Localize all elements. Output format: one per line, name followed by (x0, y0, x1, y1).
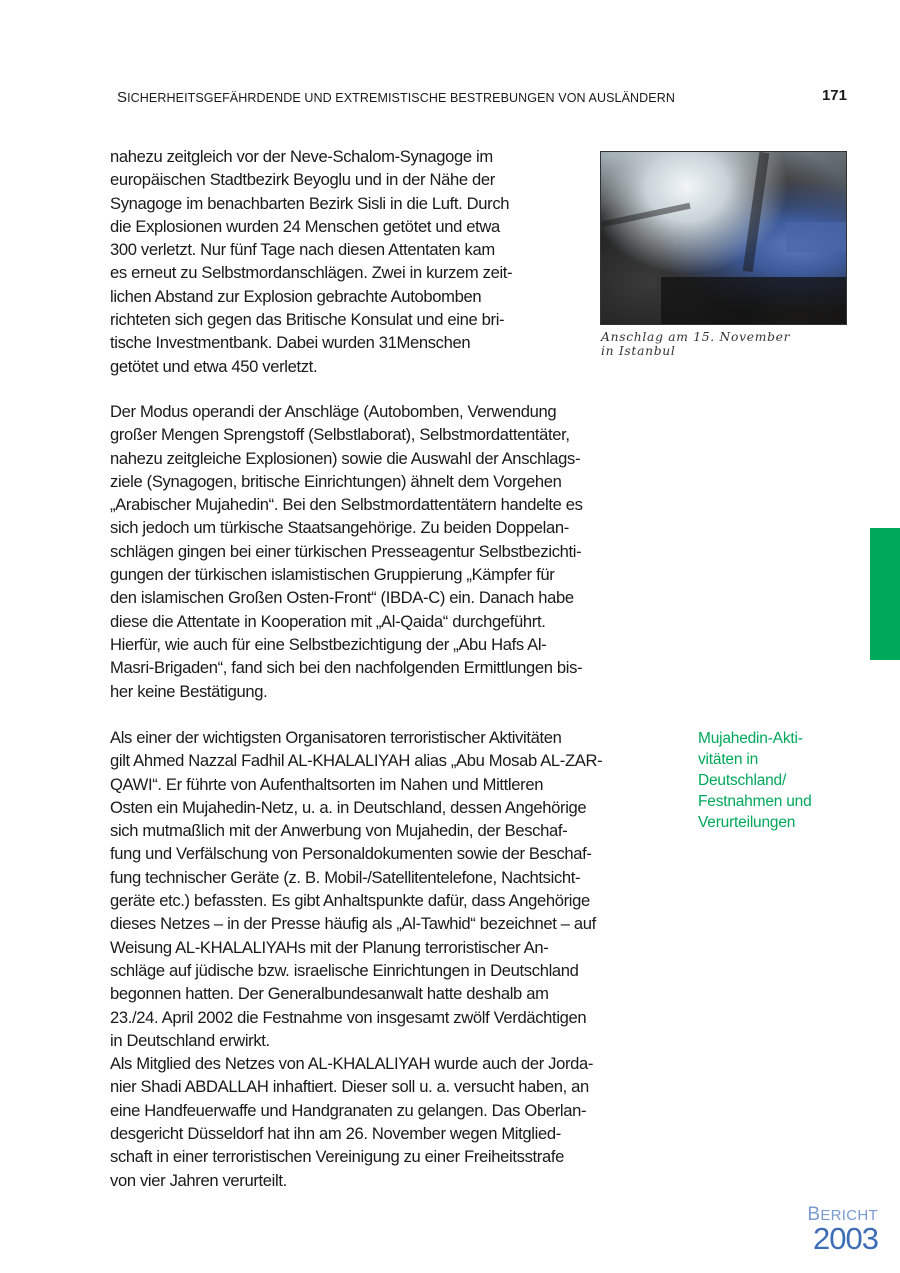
text-line: „Arabischer Mujahedin“. Bei den Selbstmordattentätern handelte es (110, 495, 583, 515)
text-line: sich jedoch um türkische Staatsangehörige. Zu beiden Doppelan- (110, 518, 569, 538)
report-logo (807, 1204, 878, 1256)
text-line: Osten ein Mujahedin-Netz, u. a. in Deutschland, dessen Angehörige (110, 797, 587, 817)
paragraph-1 (110, 145, 512, 378)
margin-note-line: Festnahmen und (698, 793, 812, 810)
chapter-tab (870, 528, 900, 660)
margin-note-line: Verurteilungen (698, 814, 796, 831)
text-line: desgericht Düsseldorf hat ihn am 26. November wegen Mitglied- (110, 1124, 561, 1144)
text-line: die Explosionen wurden 24 Menschen getötet und etwa (110, 216, 500, 236)
text-line: her keine Bestätigung. (110, 681, 268, 701)
page-header (117, 89, 847, 109)
running-title: SICHERHEITSGEFÄHRDENDE UND EXTREMISTISCHE BESTREBUNGEN VON AUSLÄNDERN (117, 89, 675, 106)
news-photo (600, 151, 847, 325)
text-line: QAWI“. Er führte von Aufenthaltsorten im Nahen und Mittleren (110, 774, 544, 794)
text-line: nier Shadi ABDALLAH inhaftiert. Dieser soll u. a. versucht haben, an (110, 1077, 589, 1097)
text-line: Als einer der wichtigsten Organisatoren terroristischer Aktivitäten (110, 728, 562, 747)
text-line: Weisung AL-KHALALIYAHs mit der Planung terroristischer An- (110, 937, 549, 957)
text-line: in Deutschland erwirkt. (110, 1030, 270, 1050)
text-line: nahezu zeitgleich vor der Neve-Schalom-Synagoge im (110, 147, 493, 166)
photo-caption (601, 330, 841, 358)
margin-note-line: vitäten in (698, 751, 759, 768)
text-line: 23./24. April 2002 die Festnahme von insgesamt zwölf Verdächtigen (110, 1007, 587, 1027)
text-line: Synagoge im benachbarten Bezirk Sisli in die Luft. Durch (110, 193, 510, 213)
text-line: schläge auf jüdische bzw. israelische Einrichtungen in Deutschland (110, 960, 579, 980)
text-line: lichen Abstand zur Explosion gebrachte Autobomben (110, 286, 482, 306)
text-line: gungen der türkischen islamistischen Gruppierung „Kämpfer für (110, 565, 555, 585)
report-label: BERICHT (807, 1204, 878, 1225)
text-line: tische Investmentbank. Dabei wurden 31Menschen (110, 333, 471, 353)
text-line: Hierfür, wie auch für eine Selbstbezichtigung der „Abu Hafs Al- (110, 634, 547, 654)
text-line: von vier Jahren verurteilt. (110, 1170, 287, 1190)
text-line: fung und Verfälschung von Personaldokumenten sowie der Beschaf- (110, 844, 592, 864)
text-line: den islamischen Großen Osten-Front“ (IBDA-C) ein. Danach habe (110, 588, 574, 608)
text-line: 300 verletzt. Nur fünf Tage nach diesen Attentaten kam (110, 240, 495, 260)
paragraph-2 (110, 400, 583, 703)
margin-note-line: Deutschland/ (698, 772, 787, 789)
report-year: 2003 (813, 1221, 878, 1256)
text-line: schaft in einer terroristischen Vereinigung zu einer Freiheitsstrafe (110, 1147, 564, 1167)
text-line: richteten sich gegen das Britische Konsulat und eine bri- (110, 310, 505, 330)
margin-note (698, 728, 858, 833)
text-line: Als Mitglied des Netzes von AL-KHALALIYAH wurde auch der Jorda- (110, 1054, 594, 1074)
text-line: dieses Netzes – in der Presse häufig als „Al-Tawhid“ bezeichnet – auf (110, 914, 596, 934)
text-line: nahezu zeitgleiche Explosionen) sowie die Auswahl der Anschlags- (110, 448, 581, 468)
caption-line: in Istanbul (601, 344, 676, 358)
text-line: diese die Attentate in Kooperation mit „Al-Qaida“ durchgeführt. (110, 611, 546, 631)
text-line: begonnen hatten. Der Generalbundesanwalt hatte deshalb am (110, 984, 549, 1004)
text-line: Der Modus operandi der Anschläge (Autobomben, Verwendung (110, 402, 557, 421)
paragraph-3 (110, 726, 602, 1192)
text-line: großer Mengen Sprengstoff (Selbstlaborat), Selbstmordattentäter, (110, 425, 570, 445)
text-line: europäischen Stadtbezirk Beyoglu und in der Nähe der (110, 170, 495, 190)
text-line: schlägen gingen bei einer türkischen Presseagentur Selbstbezichti- (110, 541, 582, 561)
caption-line: Anschlag am 15. November (601, 330, 791, 344)
text-line: es erneut zu Selbstmordanschlägen. Zwei in kurzem zeit- (110, 263, 513, 283)
text-line: eine Handfeuerwaffe und Handgranaten zu gelangen. Das Oberlan- (110, 1100, 587, 1120)
text-line: fung technischer Geräte (z. B. Mobil-/Satellitentelefone, Nachtsicht- (110, 867, 581, 887)
text-line: ziele (Synagogen, britische Einrichtungen) ähnelt dem Vorgehen (110, 471, 562, 491)
page-number: 171 (821, 87, 847, 104)
text-line: geräte etc.) befassten. Es gibt Anhaltspunkte dafür, dass Angehörige (110, 891, 590, 911)
text-line: sich mutmaßlich mit der Anwerbung von Mujahedin, der Beschaf- (110, 821, 568, 841)
text-line: Masri-Brigaden“, fand sich bei den nachfolgenden Ermittlungen bis- (110, 658, 583, 678)
text-line: getötet und etwa 450 verletzt. (110, 356, 318, 376)
text-line: gilt Ahmed Nazzal Fadhil AL-KHALALIYAH alias „Abu Mosab AL-ZAR- (110, 751, 603, 771)
margin-note-line: Mujahedin-Akti- (698, 730, 803, 747)
